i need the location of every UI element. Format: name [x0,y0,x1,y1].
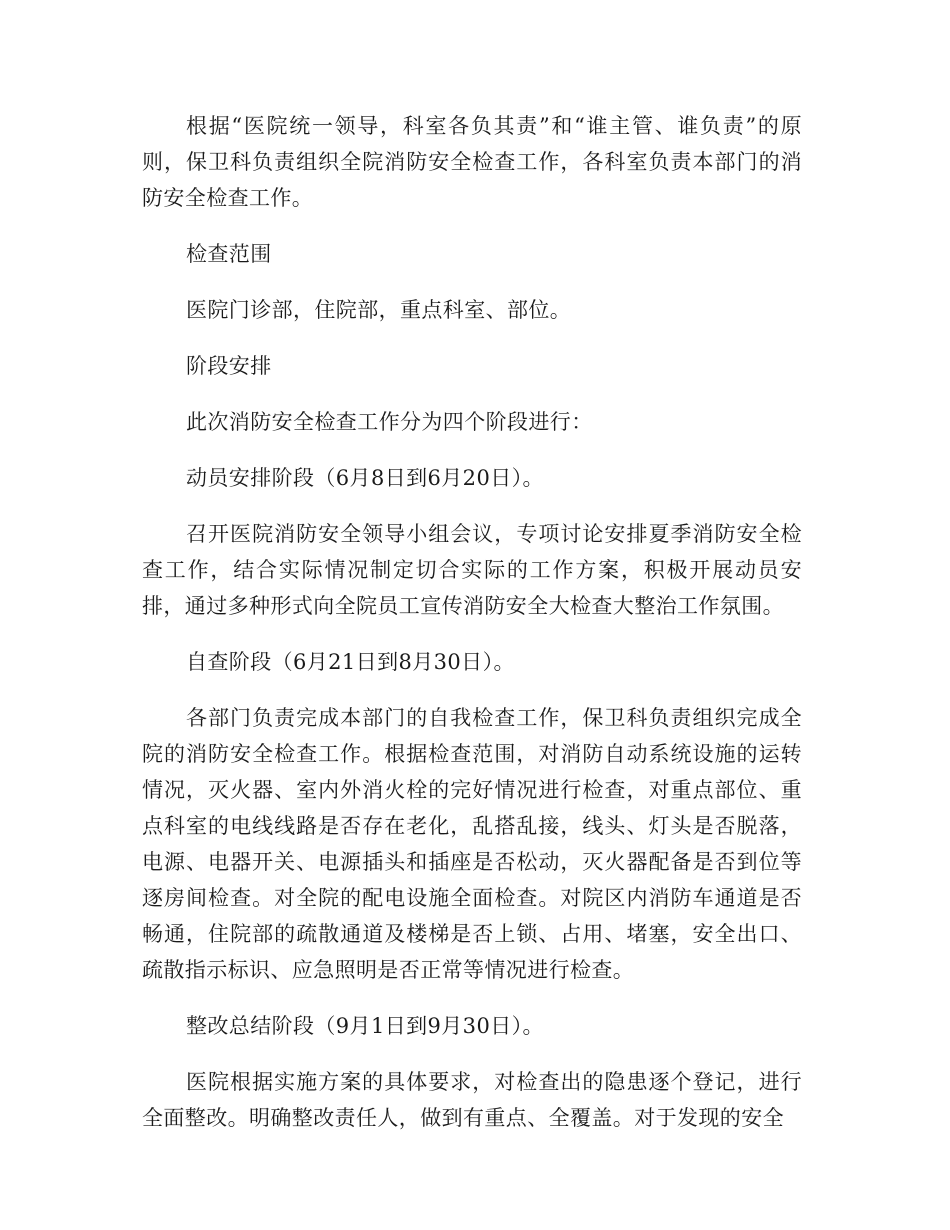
paragraph-self-inspection: 各部门负责完成本部门的自我检查工作，保卫科负责组织完成全院的消防安全检查工作。根据检查范围，对消防自动系统设施的运转情况，灭火器、室内外消火栓的完好情况进行检查，对重点部位、重点科室的电线线路是否存在老化，乱搭乱接，线头、灯头是否脱落，电源、电器开关、电源插头和插座是否松动，灭火器配备是否到位等逐房间检查。对全院的配电设施全面检查。对院区内消防车通道是否畅通，住院部的疏散通道及楼梯是否上锁、占用、堵塞，安全出口、疏散指示标识、应急照明是否正常等情况进行检查。 [142,706,802,982]
paragraph-mobilization: 召开医院消防安全领导小组会议，专项讨论安排夏季消防安全检查工作，结合实际情况制定切合实际的工作方案，积极开展动员安排，通过多种形式向全院员工宣传消防安全大检查大整治工作氛围。 [142,522,802,618]
heading-stage-arrangement: 阶段安排 [186,354,272,378]
paragraph-stages-intro: 此次消防安全检查工作分为四个阶段进行： [186,410,593,434]
stage-self-inspection-title: 自查阶段（6月21日到8月30日）。 [186,650,515,674]
paragraph-rectification: 医院根据实施方案的具体要求，对检查出的隐患逐个登记，进行全面整改。明确整改责任人，做到有重点、全覆盖。对于发现的安全 [142,1070,802,1130]
stage-rectification-title: 整改总结阶段（9月1日到9月30日）。 [186,1014,544,1038]
paragraph-principle: 根据“医院统一领导，科室各负其责”和“谁主管、谁负责”的原则，保卫科负责组织全院消防安全检查工作，各科室负责本部门的消防安全检查工作。 [142,114,802,210]
stage-mobilization-title: 动员安排阶段（6月8日到6月20日）。 [186,466,544,490]
heading-inspection-scope: 检查范围 [186,242,272,266]
document-body [142,108,802,1156]
paragraph-scope: 医院门诊部，住院部，重点科室、部位。 [186,298,572,322]
